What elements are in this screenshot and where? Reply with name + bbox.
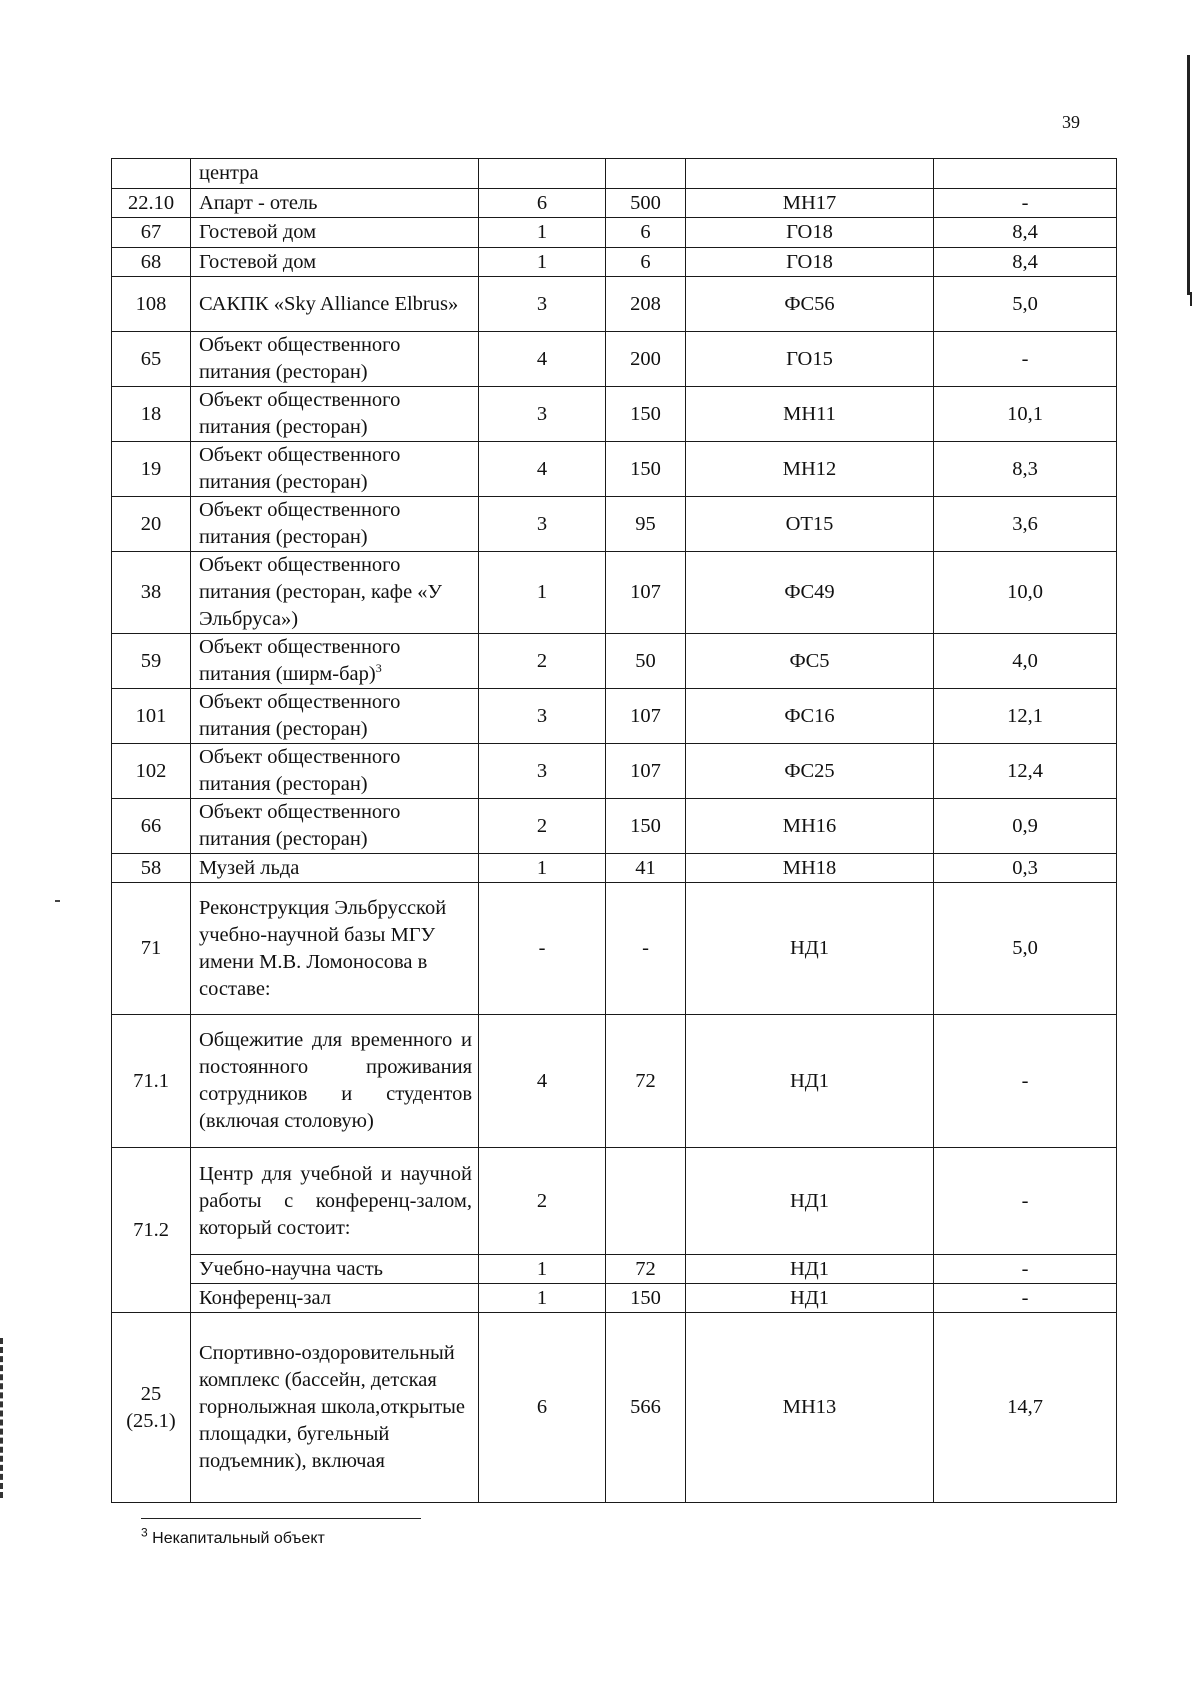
footnote-text: Некапитальный объект bbox=[152, 1530, 325, 1547]
cell-c4: 6 bbox=[606, 218, 686, 248]
cell-code: ГО15 bbox=[686, 332, 934, 387]
cell-val: - bbox=[934, 1284, 1117, 1313]
table-row bbox=[112, 159, 1117, 189]
cell-c3: 3 bbox=[479, 387, 606, 442]
cell-val: 12,4 bbox=[934, 744, 1117, 799]
footnote-ref: 3 bbox=[375, 661, 382, 676]
cell-name-text: Объект общественного питания (ширм-бар) bbox=[199, 636, 401, 685]
cell-val bbox=[934, 159, 1117, 189]
cell-val: 0,3 bbox=[934, 854, 1117, 883]
cell-c4: 72 bbox=[606, 1015, 686, 1148]
cell-name bbox=[191, 634, 479, 689]
cell-name: Конференц-зал bbox=[191, 1284, 479, 1313]
cell-name: САКПК «Sky Alliance Elbrus» bbox=[191, 277, 479, 332]
cell-c4: 150 bbox=[606, 442, 686, 497]
cell-code: ГО18 bbox=[686, 248, 934, 277]
footnote bbox=[141, 1525, 325, 1548]
cell-id: 20 bbox=[112, 497, 191, 552]
cell-c3: 2 bbox=[479, 799, 606, 854]
table-row bbox=[112, 634, 1117, 689]
cell-id: 66 bbox=[112, 799, 191, 854]
cell-name: Объект общественного питания (ресторан) bbox=[191, 689, 479, 744]
cell-val: - bbox=[934, 189, 1117, 218]
cell-code: ФС5 bbox=[686, 634, 934, 689]
cell-name: Общежитие для временного и постоянного проживания сотрудников и студентов (включая столовую) bbox=[191, 1015, 479, 1148]
cell-name: Учебно-научна часть bbox=[191, 1255, 479, 1284]
cell-id: 71.2 bbox=[112, 1148, 191, 1313]
cell-name: Гостевой дом bbox=[191, 248, 479, 277]
cell-c3: 1 bbox=[479, 248, 606, 277]
cell-val: - bbox=[934, 332, 1117, 387]
cell-name: Апарт - отель bbox=[191, 189, 479, 218]
cell-id: 59 bbox=[112, 634, 191, 689]
cell-c4: 50 bbox=[606, 634, 686, 689]
cell-val: 0,9 bbox=[934, 799, 1117, 854]
cell-name: Объект общественного питания (ресторан) bbox=[191, 799, 479, 854]
cell-val: 5,0 bbox=[934, 277, 1117, 332]
cell-val: 8,3 bbox=[934, 442, 1117, 497]
cell-c3: 2 bbox=[479, 1148, 606, 1255]
cell-c3: 4 bbox=[479, 332, 606, 387]
cell-c4: 72 bbox=[606, 1255, 686, 1284]
cell-id: 18 bbox=[112, 387, 191, 442]
cell-code: ОТ15 bbox=[686, 497, 934, 552]
cell-c4: 500 bbox=[606, 189, 686, 218]
cell-id: 22.10 bbox=[112, 189, 191, 218]
footnote-separator bbox=[141, 1518, 421, 1519]
table-row bbox=[112, 552, 1117, 634]
cell-code: ФС49 bbox=[686, 552, 934, 634]
cell-c4: 200 bbox=[606, 332, 686, 387]
table-row bbox=[112, 744, 1117, 799]
cell-c3: 3 bbox=[479, 689, 606, 744]
cell-c4 bbox=[606, 1148, 686, 1255]
cell-code: ФС25 bbox=[686, 744, 934, 799]
cell-c4: 6 bbox=[606, 248, 686, 277]
cell-code: НД1 bbox=[686, 883, 934, 1015]
cell-name: Реконструкция Эльбрусской учебно-научной базы МГУ имени М.В. Ломоносова в составе: bbox=[191, 883, 479, 1015]
table-row bbox=[112, 248, 1117, 277]
cell-code bbox=[686, 159, 934, 189]
cell-id: 71 bbox=[112, 883, 191, 1015]
cell-name: Объект общественного питания (ресторан) bbox=[191, 387, 479, 442]
cell-val: - bbox=[934, 1255, 1117, 1284]
page-number: 39 bbox=[1062, 112, 1080, 132]
cell-code: НД1 bbox=[686, 1255, 934, 1284]
cell-val: 12,1 bbox=[934, 689, 1117, 744]
table-row bbox=[112, 387, 1117, 442]
cell-c3: 4 bbox=[479, 442, 606, 497]
cell-val: 3,6 bbox=[934, 497, 1117, 552]
cell-code: ГО18 bbox=[686, 218, 934, 248]
table-row bbox=[112, 1148, 1117, 1255]
table-row bbox=[112, 689, 1117, 744]
table-row bbox=[112, 1015, 1117, 1148]
cell-c3: 3 bbox=[479, 497, 606, 552]
cell-name: Спортивно-оздоровительный комплекс (бассейн, детская горнолыжная школа,открытые площадки, бугельный подъемник), включая bbox=[191, 1313, 479, 1503]
cell-c4: 150 bbox=[606, 799, 686, 854]
scan-mark bbox=[55, 900, 60, 902]
cell-c3: 1 bbox=[479, 552, 606, 634]
cell-name: Объект общественного питания (ресторан) bbox=[191, 744, 479, 799]
cell-c4: 107 bbox=[606, 689, 686, 744]
cell-id: 68 bbox=[112, 248, 191, 277]
cell-val: 5,0 bbox=[934, 883, 1117, 1015]
cell-c4: 566 bbox=[606, 1313, 686, 1503]
cell-c3: 1 bbox=[479, 1284, 606, 1313]
cell-id bbox=[112, 159, 191, 189]
cell-id: 25 (25.1) bbox=[112, 1313, 191, 1503]
cell-name: Музей льда bbox=[191, 854, 479, 883]
cell-id: 58 bbox=[112, 854, 191, 883]
table-row bbox=[112, 799, 1117, 854]
cell-val: 8,4 bbox=[934, 248, 1117, 277]
table-row bbox=[112, 883, 1117, 1015]
margin-bar bbox=[1187, 55, 1190, 295]
footnote-mark: 3 bbox=[141, 1525, 148, 1540]
cell-name: Объект общественного питания (ресторан) bbox=[191, 497, 479, 552]
cell-code: МН11 bbox=[686, 387, 934, 442]
cell-code: МН12 bbox=[686, 442, 934, 497]
table-row bbox=[112, 1313, 1117, 1503]
cell-val: 10,1 bbox=[934, 387, 1117, 442]
cell-val: - bbox=[934, 1148, 1117, 1255]
binding-marks bbox=[0, 1338, 7, 1498]
cell-id: 71.1 bbox=[112, 1015, 191, 1148]
cell-c4: 41 bbox=[606, 854, 686, 883]
cell-name: центра bbox=[191, 159, 479, 189]
cell-c4: 150 bbox=[606, 387, 686, 442]
objects-table bbox=[111, 158, 1117, 1503]
cell-name: Гостевой дом bbox=[191, 218, 479, 248]
table-row bbox=[112, 854, 1117, 883]
table-row bbox=[112, 189, 1117, 218]
cell-id: 65 bbox=[112, 332, 191, 387]
cell-c3: 6 bbox=[479, 1313, 606, 1503]
cell-c4: - bbox=[606, 883, 686, 1015]
cell-c3: 1 bbox=[479, 854, 606, 883]
cell-val: 4,0 bbox=[934, 634, 1117, 689]
table-row bbox=[112, 218, 1117, 248]
table-row bbox=[112, 1284, 1117, 1313]
table-row bbox=[112, 497, 1117, 552]
cell-c4: 107 bbox=[606, 744, 686, 799]
cell-code: МН17 bbox=[686, 189, 934, 218]
cell-code: ФС16 bbox=[686, 689, 934, 744]
cell-code: НД1 bbox=[686, 1148, 934, 1255]
cell-val: 10,0 bbox=[934, 552, 1117, 634]
table-row bbox=[112, 332, 1117, 387]
cell-code: НД1 bbox=[686, 1284, 934, 1313]
cell-c3: 4 bbox=[479, 1015, 606, 1148]
cell-c3: 3 bbox=[479, 744, 606, 799]
cell-c3: 3 bbox=[479, 277, 606, 332]
table-row bbox=[112, 442, 1117, 497]
table-row bbox=[112, 277, 1117, 332]
cell-code: МН18 bbox=[686, 854, 934, 883]
cell-id: 108 bbox=[112, 277, 191, 332]
cell-id: 102 bbox=[112, 744, 191, 799]
cell-id: 19 bbox=[112, 442, 191, 497]
cell-code: МН13 bbox=[686, 1313, 934, 1503]
cell-c3: - bbox=[479, 883, 606, 1015]
cell-id: 67 bbox=[112, 218, 191, 248]
cell-code: НД1 bbox=[686, 1015, 934, 1148]
cell-c4 bbox=[606, 159, 686, 189]
cell-c4: 150 bbox=[606, 1284, 686, 1313]
cell-id: 38 bbox=[112, 552, 191, 634]
margin-tick bbox=[1190, 292, 1192, 306]
cell-id: 101 bbox=[112, 689, 191, 744]
cell-name: Объект общественного питания (ресторан, кафе «У Эльбруса») bbox=[191, 552, 479, 634]
cell-name: Центр для учебной и научной работы с конференц-залом, который состоит: bbox=[191, 1148, 479, 1255]
cell-code: ФС56 bbox=[686, 277, 934, 332]
cell-name: Объект общественного питания (ресторан) bbox=[191, 332, 479, 387]
cell-val: - bbox=[934, 1015, 1117, 1148]
cell-code: МН16 bbox=[686, 799, 934, 854]
cell-c3 bbox=[479, 159, 606, 189]
cell-c4: 95 bbox=[606, 497, 686, 552]
cell-c3: 1 bbox=[479, 218, 606, 248]
cell-c3: 1 bbox=[479, 1255, 606, 1284]
table-row bbox=[112, 1255, 1117, 1284]
cell-c4: 107 bbox=[606, 552, 686, 634]
cell-c3: 6 bbox=[479, 189, 606, 218]
cell-val: 14,7 bbox=[934, 1313, 1117, 1503]
cell-name: Объект общественного питания (ресторан) bbox=[191, 442, 479, 497]
cell-val: 8,4 bbox=[934, 218, 1117, 248]
cell-c4: 208 bbox=[606, 277, 686, 332]
cell-c3: 2 bbox=[479, 634, 606, 689]
